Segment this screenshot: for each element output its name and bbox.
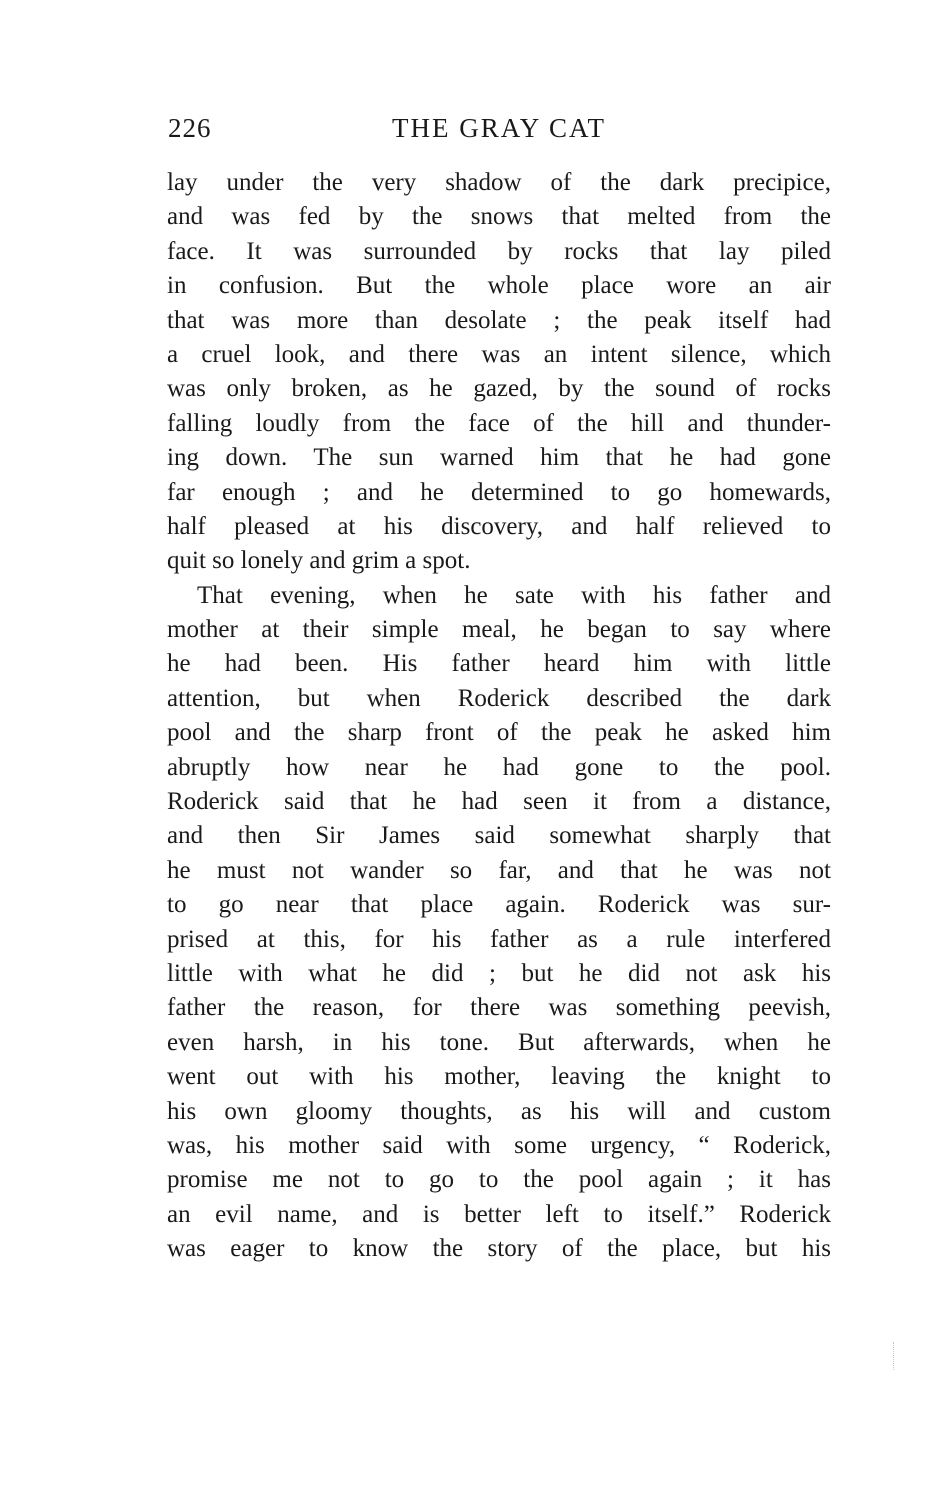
text-line: was, his mother said with some urgency, “ Roderick, [167,1131,831,1159]
text-line: father the reason, for there was something peevish, [167,994,831,1022]
text-line: ing down. The sun warned him that he had gone [167,444,831,472]
text-line: attention, but when Roderick described the dark [167,684,831,712]
text-line: abruptly how near he had gone to the pool. [167,753,831,781]
text-line: falling loudly from the face of the hill and thunder- [167,409,831,437]
text-line: half pleased at his discovery, and half relieved to [167,512,831,540]
text-line: and was fed by the snows that melted from the [167,203,831,231]
text-line: his own gloomy thoughts, as his will and custom [167,1097,831,1125]
page-number: 226 [168,113,212,143]
running-head [168,108,830,148]
text-line: That evening, when he sate with his father and [197,581,831,609]
body-text [167,166,831,1267]
text-line: was only broken, as he gazed, by the sound of rocks [167,375,831,403]
text-line: he had been. His father heard him with little [167,650,831,678]
text-line: Roderick said that he had seen it from a distance, [167,788,831,816]
text-line: lay under the very shadow of the dark precipice, [167,169,831,196]
text-line: was eager to know the story of the place, but his [167,1235,831,1263]
text-line: face. It was surrounded by rocks that lay piled [167,237,831,265]
text-line: prised at this, for his father as a rule interfered [167,925,831,953]
text-line: even harsh, in his tone. But afterwards, when he [167,1028,831,1056]
scan-margin-mark [893,1342,895,1370]
text-line: went out with his mother, leaving the knight to [167,1063,831,1091]
text-line: quit so lonely and grim a spot. [167,547,471,575]
text-line: that was more than desolate ; the peak itself had [167,306,831,334]
text-line: and then Sir James said somewhat sharply that [167,822,831,850]
text-line: he must not wander so far, and that he was not [167,856,831,884]
text-line: in confusion. But the whole place wore an air [167,272,831,300]
text-line: promise me not to go to the pool again ; it has [167,1166,831,1194]
text-line: mother at their simple meal, he began to say where [167,616,831,644]
text-line: far enough ; and he determined to go homewards, [167,478,831,506]
text-line: an evil name, and is better left to itself.” Roderick [167,1200,831,1228]
text-line: to go near that place again. Roderick was sur- [167,891,831,919]
text-line: pool and the sharp front of the peak he asked him [167,719,831,747]
text-line: a cruel look, and there was an intent silence, which [167,340,831,368]
text-line: little with what he did ; but he did not ask his [167,959,831,987]
running-title: THE GRAY CAT [391,113,606,143]
